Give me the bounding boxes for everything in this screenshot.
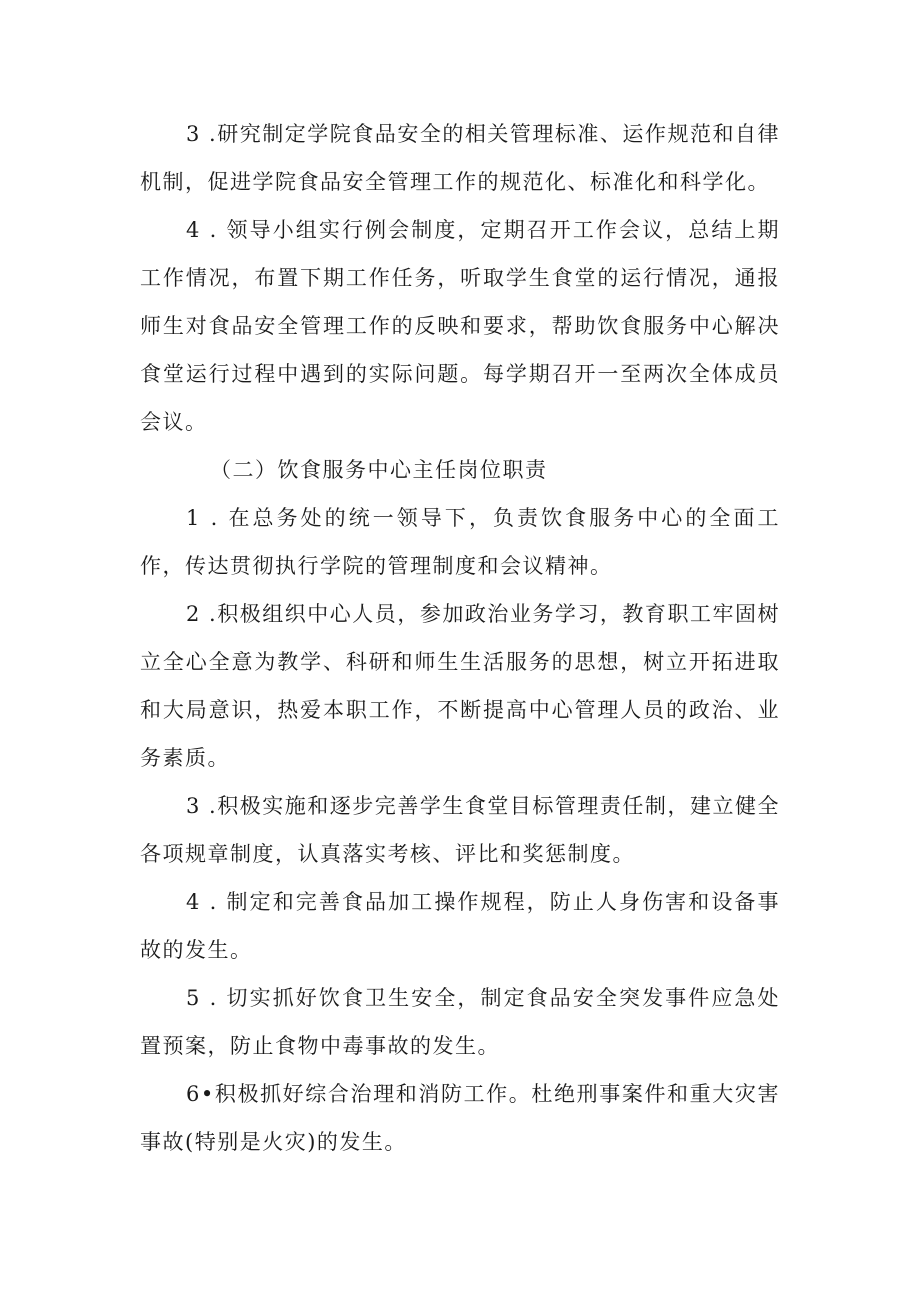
paragraph-duty-1: 1 . 在总务处的统一领导下，负责饮食服务中心的全面工作，传达贯彻执行学院的管理制度和会议精神。 (140, 506, 780, 578)
section-heading: （二）饮食服务中心主任岗位职责 (210, 458, 548, 482)
paragraph-duty-3: 3 .积极实施和逐步完善学生食堂目标管理责任制，建立健全各项规章制度，认真落实考核、评比和奖惩制度。 (140, 794, 780, 866)
paragraph-duty-5: 5 . 切实抓好饮食卫生安全，制定食品安全突发事件应急处置预案，防止食物中毒事故的发生。 (140, 986, 780, 1058)
document-body (140, 110, 780, 1166)
paragraph-duty-2: 2 .积极组织中心人员，参加政治业务学习，教育职工牢固树立全心全意为教学、科研和师生生活服务的思想，树立开拓进取和大局意识，热爱本职工作，不断提高中心管理人员的政治、业务素质。 (140, 602, 780, 770)
paragraph-item-4-meetings: 4 . 领导小组实行例会制度，定期召开工作会议，总结上期工作情况，布置下期工作任务，听取学生食堂的运行情况，通报师生对食品安全管理工作的反映和要求，帮助饮食服务中心解决食堂运行过程中遇到的实际问题。每学期召开一至两次全体成员会议。 (140, 218, 780, 434)
paragraph-item-3-standards: 3 .研究制定学院食品安全的相关管理标准、运作规范和自律机制，促进学院食品安全管理工作的规范化、标准化和科学化。 (140, 122, 780, 194)
paragraph-duty-4: 4 . 制定和完善食品加工操作规程，防止人身伤害和设备事故的发生。 (140, 890, 780, 962)
paragraph-duty-6: 6•积极抓好综合治理和消防工作。杜绝刑事案件和重大灾害事故(特别是火灾)的发生。 (140, 1082, 780, 1154)
